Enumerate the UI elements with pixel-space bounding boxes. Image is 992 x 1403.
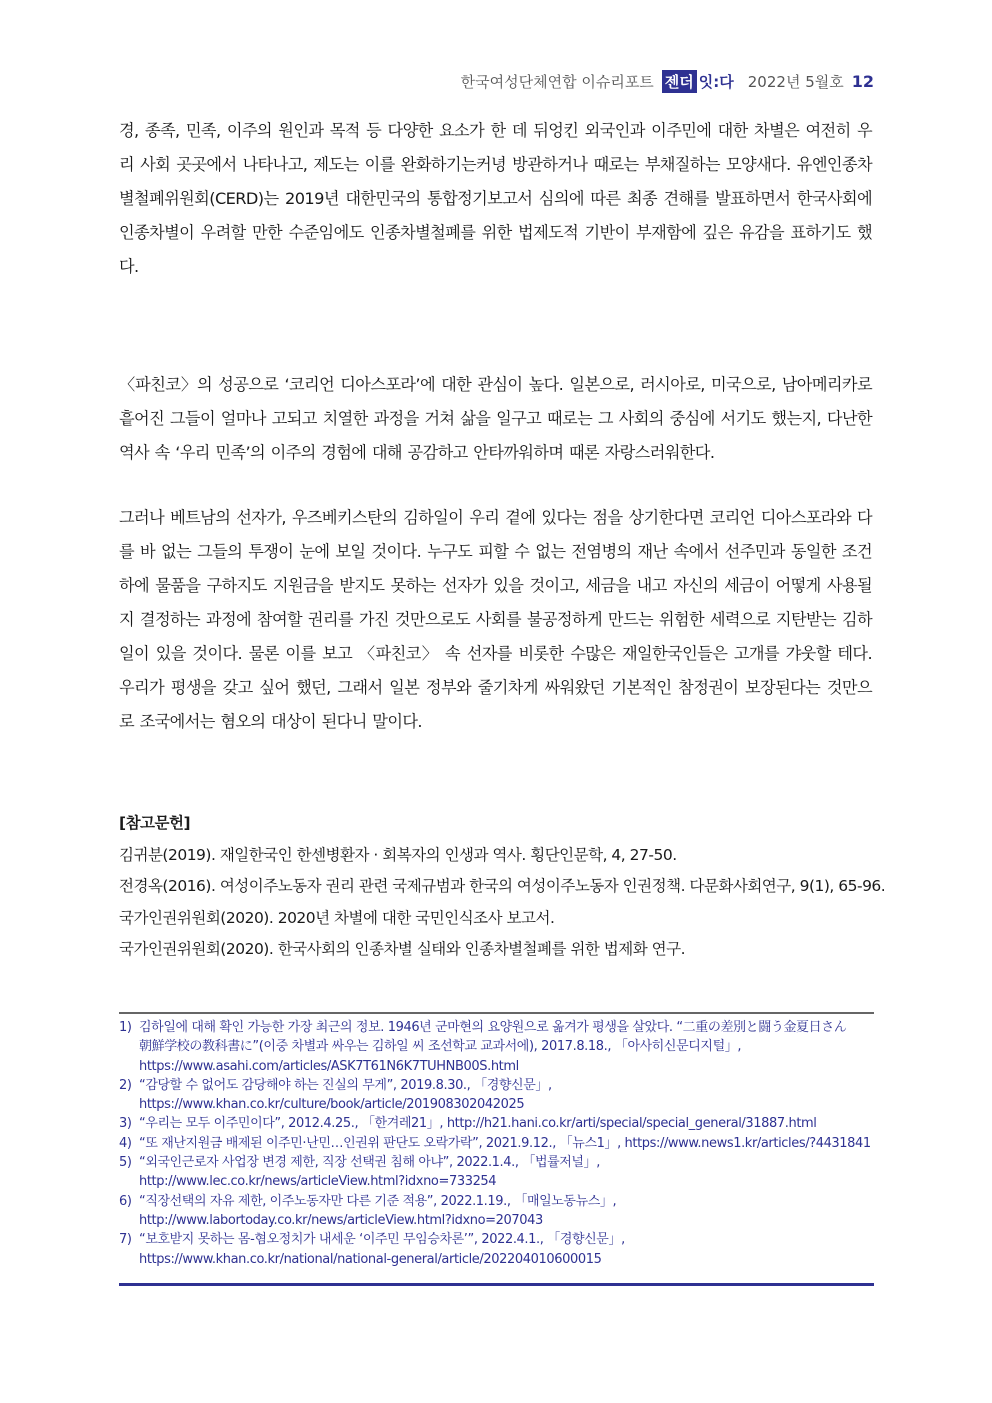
footnote-5	[119, 1153, 874, 1192]
footnote-number: 5)	[119, 1155, 132, 1171]
footnote-text: “보호받지 못하는 몸-혐오정치가 내세운 ‘이주민 무임승차론’”, 2022.4.1., 「경향신문」,	[139, 1232, 625, 1248]
page-number: 12	[851, 71, 874, 91]
footnote-1	[119, 1018, 874, 1076]
header-org: 한국여성단체연합 이슈리포트	[460, 72, 654, 91]
footnote-number: 4)	[119, 1135, 132, 1151]
footnote-link[interactable]: https://www.khan.co.kr/national/national-general/article/202204010600015	[139, 1251, 602, 1267]
logo-part2: 잇:다	[698, 72, 734, 91]
footnote-number: 1)	[119, 1020, 132, 1035]
footnote-number: 2)	[119, 1077, 132, 1093]
footnote-text[interactable]: “또 재난지원금 배제된 이주민·난민…인권위 판단도 오락가락”, 2021.9.12., 「뉴스1」, https://www.news1.kr/articles/?4431841	[139, 1135, 871, 1151]
footnote-text: “직장선택의 자유 제한, 이주노동자만 다른 기준 적용”, 2022.1.19., 「매일노동뉴스」,	[139, 1193, 617, 1209]
footnote-number: 7)	[119, 1232, 132, 1248]
footnote-text: “외국인근로자 사업장 변경 제한, 직장 선택권 침해 아냐”, 2022.1.4., 「법률저널」,	[139, 1155, 600, 1171]
footnote-3	[119, 1114, 874, 1133]
logo-part1: 젠더	[662, 70, 697, 93]
footnote-text: “감당할 수 없어도 감당해야 하는 진실의 무게”, 2019.8.30., 「경향신문」,	[139, 1077, 552, 1093]
footnote-link[interactable]: https://www.khan.co.kr/culture/book/article/201908302042025	[139, 1097, 525, 1113]
body-paragraph-1: 경, 종족, 민족, 이주의 원인과 목적 등 다양한 요소가 한 데 뒤엉킨 외국인과 이주민에 대한 차별은 여전히 우리 사회 곳곳에서 나타나고, 제도는 이를 완화하기는커녕 방관하거나 때로는 부채질하는 모양새다. 유엔인종차별철폐위원회(CERD)는 2019년 대한민국의 통합정기보고서 심의에 따른 최종 견해를 발표하면서 한국사회에 인종차별이 우려할 만한 수준임에도 인종차별철폐를 위한 법제도적 기반이 부재함에 깊은 유감을 표하기도 했다.	[119, 121, 872, 276]
footnote-text: 朝鮮学校の教科書に”(이중 차별과 싸우는 김하일 씨 조선학교 교과서에), 2017.8.18., 「아사히신문디지털」,	[139, 1039, 742, 1055]
body-paragraph-2: 〈파친코〉의 성공으로 ‘코리언 디아스포라’에 대한 관심이 높다. 일본으로, 러시아로, 미국으로, 남아메리카로 흩어진 그들이 얼마나 고되고 치열한 과정을 거쳐 삶을 일구고 때로는 그 사회의 중심에 서기도 했는지, 다난한 역사 속 ‘우리 민족’의 이주의 경험에 대해 공감하고 안타까워하며 때론 자랑스러워한다.	[119, 375, 872, 462]
reference-item: 전경옥(2016). 여성이주노동자 권리 관련 국제규범과 한국의 여성이주노동자 인권정책. 다문화사회연구, 9(1), 65-96.	[119, 877, 886, 895]
references-section	[119, 808, 886, 966]
footnote-text[interactable]: “우리는 모두 이주민이다”, 2012.4.25., 「한겨레21」, http://h21.hani.co.kr/arti/special/special_general/31887.html	[139, 1116, 817, 1132]
footnote-bottom-rule	[119, 1283, 874, 1286]
footnote-2	[119, 1076, 874, 1115]
footnote-4	[119, 1134, 874, 1153]
footnote-link[interactable]: http://www.labortoday.co.kr/news/articleView.html?idxno=207043	[139, 1212, 543, 1228]
reference-item: 국가인권위원회(2020). 2020년 차별에 대한 국민인식조사 보고서.	[119, 908, 555, 927]
footnotes-section	[119, 1018, 874, 1269]
gender-itda-logo	[662, 70, 736, 93]
footnote-text: 김하일에 대해 확인 가능한 가장 최근의 정보. 1946년 군마현의 요양원으로 옮겨가 평생을 살았다. “二重の差別と闘う金夏日さん	[139, 1020, 847, 1035]
footnote-link[interactable]: https://www.asahi.com/articles/ASK7T61N6K7TUHNB00S.html	[139, 1058, 519, 1074]
footnote-link[interactable]: http://www.lec.co.kr/news/articleView.html?idxno=733254	[139, 1174, 497, 1190]
references-title: [참고문헌]	[119, 814, 191, 832]
footnote-number: 6)	[119, 1193, 132, 1209]
footnote-7	[119, 1230, 874, 1269]
page-header	[461, 68, 874, 94]
footnote-number: 3)	[119, 1116, 132, 1132]
header-date: 2022년 5월호	[747, 72, 844, 91]
footnote-divider	[119, 1012, 874, 1014]
footnote-6	[119, 1192, 874, 1231]
reference-item: 김귀분(2019). 재일한국인 한센병환자 · 회복자의 인생과 역사. 횡단인문학, 4, 27-50.	[119, 845, 677, 864]
reference-item: 국가인권위원회(2020). 한국사회의 인종차별 실태와 인종차별철폐를 위한 법제화 연구.	[119, 940, 685, 958]
body-paragraph-3: 그러나 베트남의 선자가, 우즈베키스탄의 김하일이 우리 곁에 있다는 점을 상기한다면 코리언 디아스포라와 다를 바 없는 그들의 투쟁이 눈에 보일 것이다. 누구도 피할 수 없는 전염병의 재난 속에서 선주민과 동일한 조건 하에 물품을 구하지도 지원금을 받지도 못하는 선자가 있을 것이고, 세금을 내고 자신의 세금이 어떻게 사용될지 결정하는 과정에 참여할 권리를 가진 것만으로도 사회를 불공정하게 만드는 위험한 세력으로 지탄받는 김하일이 있을 것이다. 물론 이를 보고 〈파친코〉 속 선자를 비롯한 수많은 재일한국인들은 고개를 갸웃할 테다. 우리가 평생을 갖고 싶어 했던, 그래서 일본 정부와 줄기차게 싸워왔던 기본적인 참정권이 보장된다는 것만으로 조국에서는 혐오의 대상이 된다니 말이다.	[119, 508, 872, 731]
